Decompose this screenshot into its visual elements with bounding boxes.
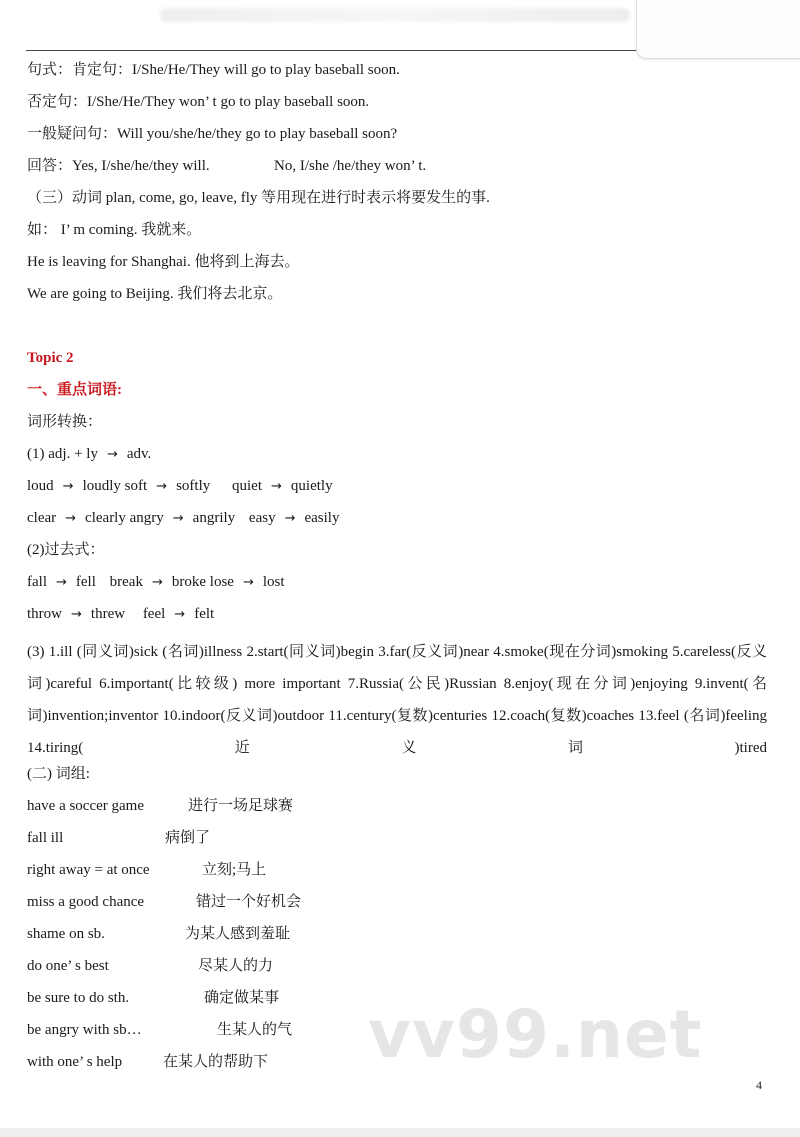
phrase-chinese: 生某人的气 [217,1022,293,1038]
phrase-english: be angry with sb… [27,1022,142,1038]
phrase-english: do one’ s best [27,958,109,974]
ly-row-2 [27,508,339,529]
blurred-header-text [160,8,630,22]
example-3: We are going to Beijing. 我们将去北京。 [27,286,283,302]
word-from: easy [248,510,276,526]
word-from: break [109,574,143,590]
ly-row-1 [27,476,333,497]
phrase-row [27,956,427,976]
past-tense-label: (2)过去式： [27,542,105,558]
transform-pair [110,572,206,593]
word-to: fell [75,574,96,590]
word-from: throw [27,606,62,622]
word-to: lost [262,574,285,590]
transform-pair [125,476,211,497]
phrase-row [27,828,427,848]
transform-pair [130,508,236,529]
word-from: fall [27,574,47,590]
arrow-icon: → [174,607,186,622]
word-to: loudly [82,478,121,494]
phrase-english: miss a good chance [27,894,145,910]
arrow-icon: → [62,479,74,494]
phrase-row [27,796,427,816]
word-to: angrily [192,510,236,526]
word-forms-label: 词形转换： [27,414,103,430]
pattern-negative: 否定句：I/She/He/They won’ t go to play baseball soon. [27,94,370,110]
phrase-english: with one’ s help [27,1054,123,1070]
word-from: lose [209,574,234,590]
rule-1-result: adv. [126,446,152,462]
page-number: 4 [756,1078,762,1092]
transform-pair [27,604,125,625]
past-row-2 [27,604,214,625]
phrase-chinese: 在某人的帮助下 [163,1054,269,1070]
phrase-chinese: 错过一个好机会 [196,894,302,910]
arrow-icon: → [284,511,296,526]
phrase-chinese: 立刻;马上 [202,862,267,878]
watermark: vv99.net [368,996,703,1073]
word-to: threw [90,606,126,622]
transform-pair [27,572,96,593]
phrases-label: (二) 词组: [27,766,90,782]
arrow-icon: → [65,511,77,526]
phrase-chinese: 病倒了 [165,830,211,846]
pattern-answer [27,156,427,176]
arrow-icon: → [106,447,118,462]
word-from: clear [27,510,57,526]
phrase-chinese: 确定做某事 [204,990,280,1006]
rule-3-word-list: (3) 1.ill (同义词)sick (名词)illness 2.start(同义词)begin 3.far(反义词)near 4.smoke(现在分词)smoking 5.careless(反义词)careful 6.important(比较级) more important 7.Russia(公民)Russian 8.enjoy(现在分词)enjoying 9.invent(名词)invention;inventor 10.indoor(反义词)outdoor 11.century(复数)centuries 12.coach(复数)coaches 13.feel (名词)feeling 14.tiring(近义词)tired [27,644,767,756]
transform-pair [27,476,121,497]
arrow-icon: → [71,607,82,622]
phrase-chinese: 为某人感到羞耻 [185,926,291,942]
answer-no: No, I/she /he/they won’ t. [274,158,427,174]
phrase-chinese: 进行一场足球赛 [188,798,294,814]
section-3-note: （三）动词 plan, come, go, leave, fly 等用现在进行时表示将要发生的事. [27,190,490,206]
transform-pair [249,508,340,529]
word-from: feel [142,606,166,622]
word-to: softly [176,478,211,494]
header-rule [26,50,638,51]
phrase-row [27,892,427,912]
arrow-icon: → [151,575,163,590]
phrase-english: shame on sb. [27,926,105,942]
example-1: 如： I’ m coming. 我就来。 [27,222,202,238]
pattern-question: 一般疑问句：Will you/she/he/they go to play baseball soon? [27,126,398,142]
arrow-icon: → [242,575,254,590]
transform-pair [210,572,285,593]
phrase-row [27,1020,427,1040]
answer-yes: 回答：Yes, I/she/he/they will. [27,158,210,174]
rule-1-label: (1) adj. + ly [27,446,98,462]
word-from: quiet [232,478,262,494]
corner-panel [636,0,800,59]
word-to: broke [171,574,207,590]
word-to: clearly [85,510,126,526]
word-from: loud [27,478,54,494]
phrase-english: be sure to do sth. [27,990,130,1006]
pattern-affirmative: 句式：肯定句：I/She/He/They will go to play baseball soon. [27,62,400,78]
transform-pair [143,604,214,625]
example-2: He is leaving for Shanghai. 他将到上海去。 [27,254,300,270]
arrow-icon: → [156,479,168,494]
rule-1 [27,444,151,465]
arrow-icon: → [56,575,67,590]
bottom-edge [0,1128,800,1137]
phrase-english: have a soccer game [27,798,145,814]
phrase-row [27,924,427,944]
arrow-icon: → [271,479,282,494]
word-from: soft [124,478,148,494]
phrase-row [27,988,427,1008]
phrase-row [27,1052,427,1072]
word-to: quietly [290,478,333,494]
arrow-icon: → [172,511,184,526]
phrase-chinese: 尽某人的力 [198,958,274,974]
transform-pair [232,476,333,497]
word-from: angry [129,510,164,526]
topic-title: Topic 2 [27,350,74,366]
phrase-english: right away = at once [27,862,150,878]
section-1-title: 一、重点词语: [27,382,122,398]
phrase-row [27,860,427,880]
phrase-english: fall ill [27,830,64,846]
transform-pair [27,508,126,529]
word-to: easily [304,510,340,526]
word-to: felt [194,606,215,622]
past-row-1 [27,572,285,593]
